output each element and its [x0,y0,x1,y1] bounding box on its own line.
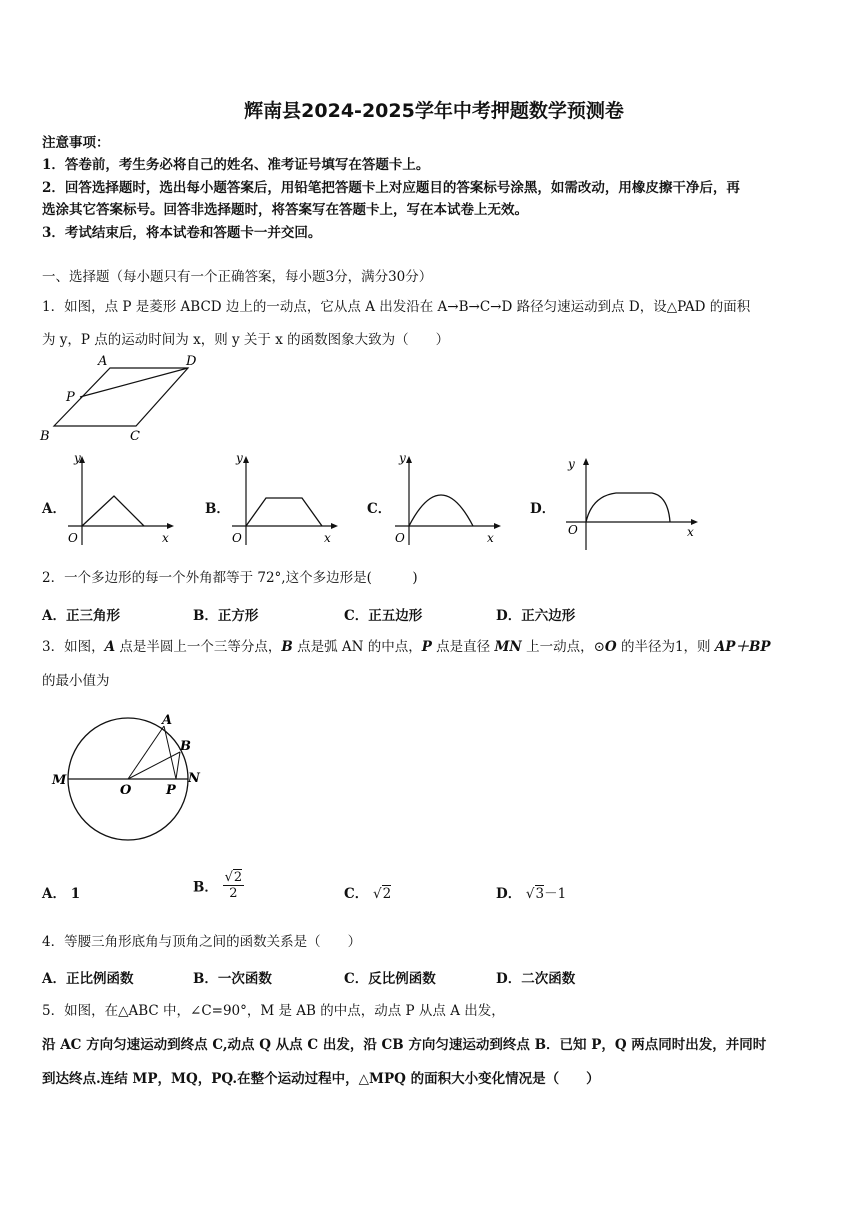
option-c[interactable]: C． √2 [344,886,392,902]
rhombus-figure [38,352,218,446]
svg-text:P: P [166,783,176,798]
question-3-stem: 的最小值为 [42,673,110,689]
option-b[interactable]: B． $\frac{√2}{2}$ [193,870,243,901]
option-c[interactable]: C．正五边形 [344,608,423,624]
svg-text:O: O [232,531,242,545]
svg-text:M: M [52,773,67,788]
svg-text:A: A [162,713,173,728]
notice-item: 1．答卷前，考生务必将自己的姓名、准考证号填写在答题卡上。 [42,157,430,173]
option-d-label[interactable]: D． [530,501,556,517]
graph-curve [586,493,670,522]
svg-text:x: x [162,531,169,545]
option-c-label[interactable]: C． [367,501,392,517]
option-b[interactable]: B．正方形 [193,608,259,624]
question-2-stem: 2．一个多边形的每一个外角都等于 72°,这个多边形是( ) [42,570,418,586]
option-d[interactable]: D．正六边形 [496,608,576,624]
circle-figure [48,708,218,848]
question-3-stem: 3．如图，A 点是半圆上一个三等分点，B 点是弧 AN 的中点，P 点是直径 MN 上一动点，⊙O 的半径为1，则 AP＋BP [42,639,771,655]
svg-text:O: O [120,783,132,798]
option-a[interactable]: A．正三角形 [42,608,120,624]
graph-curve [82,496,144,526]
option-d[interactable]: D．二次函数 [496,971,576,987]
svg-text:O: O [568,523,578,537]
notice-heading: 注意事项： [42,135,110,151]
page-title: 辉南县2024-2025学年中考押题数学预测卷 [244,100,624,122]
point-label-p: P [66,390,75,405]
graph-curve [246,498,322,526]
point-label-d: D [186,354,197,369]
option-b-label[interactable]: B． [205,501,230,517]
option-c[interactable]: C．反比例函数 [344,971,436,987]
option-d[interactable]: D． √3－1 [496,886,567,902]
svg-text:y: y [568,457,575,471]
point-label-c: C [130,429,140,444]
section-heading: 一、选择题（每小题只有一个正确答案，每小题3分，满分30分） [42,269,433,285]
svg-text:x: x [487,531,494,545]
question-5-stem: 到达终点.连结 MP，MQ，PQ.在整个运动过程中，△MPQ 的面积大小变化情况是（ ） [42,1071,600,1087]
svg-text:x: x [324,531,331,545]
graph-option-a[interactable] [62,450,177,550]
svg-text:y: y [74,451,81,465]
notice-item: 3．考试结束后，将本试卷和答题卡一并交回。 [42,225,322,241]
notice-item: 2．回答选择题时，选出每小题答案后，用铅笔把答题卡上对应题目的答案标号涂黑，如需改动，用橡皮擦干净后，再 [42,180,740,196]
svg-text:O: O [395,531,405,545]
point-label-a: A [98,354,108,369]
question-4-stem: 4．等腰三角形底角与顶角之间的函数关系是（ ） [42,934,362,950]
option-b[interactable]: B．一次函数 [193,971,272,987]
question-5-stem: 5．如图，在△ABC 中，∠C=90°，M 是 AB 的中点，动点 P 从点 A 出发， [42,1003,505,1019]
notice-item: 选涂其它答案标号。回答非选择题时，将答案写在答题卡上，写在本试卷上无效。 [42,202,528,218]
graph-option-c[interactable] [389,450,504,550]
option-a[interactable]: A． 1 [42,886,81,902]
graph-option-b[interactable] [226,450,341,550]
option-a[interactable]: A．正比例函数 [42,971,134,987]
svg-text:B: B [180,739,191,754]
graph-option-d[interactable] [560,452,705,552]
question-1-stem: 为 y，P 点的运动时间为 x，则 y 关于 x 的函数图象大致为（ ） [42,332,450,348]
graph-curve [409,495,473,526]
svg-text:N: N [188,771,200,786]
svg-text:y: y [236,451,243,465]
option-a-label[interactable]: A． [42,501,66,517]
svg-text:y: y [399,451,406,465]
question-1-stem: 1．如图，点 P 是菱形 ABCD 边上的一动点，它从点 A 出发沿在 A→B→C→D 路径匀速运动到点 D，设△PAD 的面积 [42,299,751,315]
question-5-stem: 沿 AC 方向匀速运动到终点 C,动点 Q 从点 C 出发，沿 CB 方向匀速运动到终点 B．已知 P，Q 两点同时出发，并同时 [42,1037,767,1053]
svg-text:O: O [68,531,78,545]
point-label-b: B [40,429,50,444]
svg-text:x: x [687,525,694,539]
